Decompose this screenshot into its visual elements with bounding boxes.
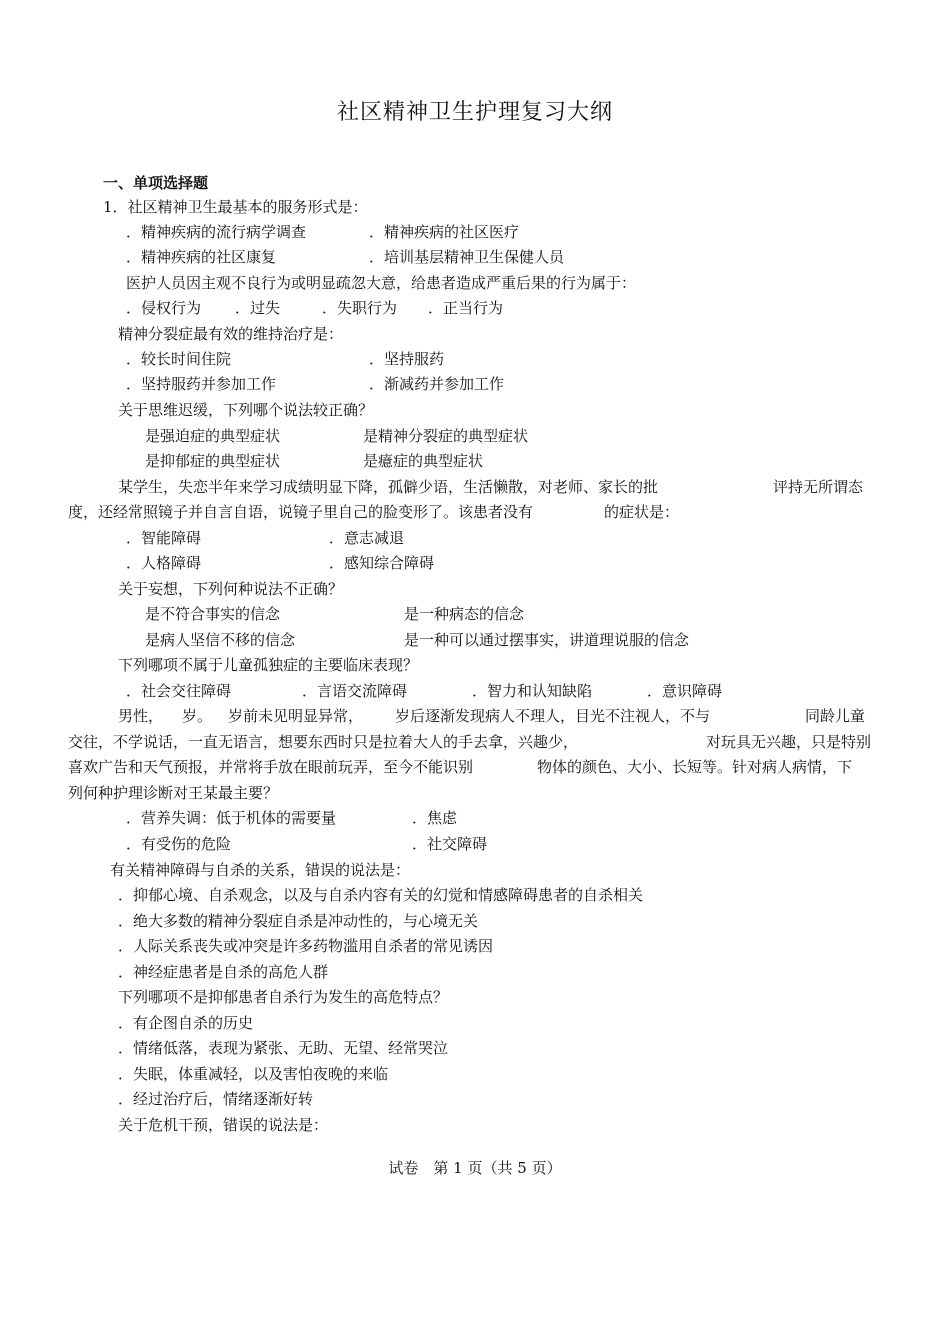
question-text: 关于危机干预，错误的说法是： [118, 1116, 329, 1134]
document-title: 社区精神卫生护理复习大纲 [336, 100, 613, 125]
question-text: 关于妄想，下列何种说法不正确？ [118, 580, 344, 598]
question-text: 男性， [118, 707, 164, 725]
question-text: 1．社区精神卫生最基本的服务形式是： [103, 198, 368, 216]
question-text: 岁。 [182, 707, 213, 725]
question-text: 岁前未见明显异常， [228, 707, 364, 725]
question-text: 下列哪项不属于儿童孤独症的主要临床表现？ [118, 656, 419, 674]
question-text: 医护人员因主观不良行为或明显疏忽大意，给患者造成严重后果的行为属于： [126, 274, 637, 292]
option-text: ．较长时间住院 [126, 350, 232, 368]
option-text: 是抑郁症的典型症状 [145, 452, 281, 470]
option-text: ．有受伤的危险 [126, 835, 232, 853]
option-text: ．感知综合障碍 [329, 554, 435, 572]
option-text: ．培训基层精神卫生保健人员 [369, 248, 565, 266]
option-text: ．正当行为 [428, 299, 504, 317]
question-text: 精神分裂症最有效的维持治疗是： [118, 325, 344, 343]
option-text: ．经过治疗后，情绪逐渐好转 [118, 1090, 314, 1108]
option-text: ．社交障碍 [412, 835, 488, 853]
option-text: ．侵权行为 [126, 299, 202, 317]
option-text: ．意识障碍 [647, 682, 723, 700]
option-text: ．营养失调：低于机体的需要量 [126, 809, 337, 827]
section-heading: 一、单项选择题 [103, 174, 209, 192]
option-text: 是癔症的典型症状 [363, 452, 484, 470]
option-text: ．智能障碍 [126, 529, 202, 547]
option-text: ．失眠，体重减轻，以及害怕夜晚的来临 [118, 1065, 389, 1083]
option-text: 是精神分裂症的典型症状 [363, 427, 529, 445]
option-text: ．智力和认知缺陷 [472, 682, 593, 700]
option-text: ．过失 [235, 299, 281, 317]
option-text: ．人格障碍 [126, 554, 202, 572]
option-text: ．渐减药并参加工作 [369, 375, 505, 393]
question-text: 同龄儿童 [805, 707, 866, 725]
option-text: ．失职行为 [322, 299, 398, 317]
question-text: 岁后逐渐发现病人不理人，目光不注视人，不与 [395, 707, 711, 725]
option-text: ．精神疾病的流行病学调查 [126, 223, 307, 241]
option-text: ．坚持服药 [369, 350, 445, 368]
question-text: 交往，不学说话，一直无语言，想要东西时只是拉着大人的手去拿，兴趣少， [68, 733, 579, 751]
question-text: 的症状是： [604, 503, 680, 521]
option-text: ．情绪低落，表现为紧张、无助、无望、经常哭泣 [118, 1039, 449, 1057]
option-text: ．精神疾病的社区医疗 [369, 223, 520, 241]
option-text: 是强迫症的典型症状 [145, 427, 281, 445]
question-text: 有关精神障碍与自杀的关系，错误的说法是： [110, 861, 411, 879]
question-text: 某学生，失恋半年来学习成绩明显下降，孤僻少语，生活懒散，对老师、家长的批 [118, 478, 659, 496]
option-text: ．人际关系丧失或冲突是许多药物滥用自杀者的常见诱因 [118, 937, 494, 955]
question-text: 列何种护理诊断对王某最主要？ [68, 784, 279, 802]
page-footer: 试卷 第 1 页（共 5 页） [388, 1159, 562, 1177]
option-text: ．抑郁心境、自杀观念，以及与自杀内容有关的幻觉和情感障碍患者的自杀相关 [118, 886, 644, 904]
option-text: 是不符合事实的信念 [145, 605, 281, 623]
option-text: ．有企图自杀的历史 [118, 1014, 254, 1032]
question-text: 喜欢广告和天气预报，并常将手放在眼前玩弄，至今不能识别 [68, 758, 474, 776]
option-text: ．社会交往障碍 [126, 682, 232, 700]
question-text: 关于思维迟缓，下列哪个说法较正确？ [118, 401, 374, 419]
option-text: ．精神疾病的社区康复 [126, 248, 277, 266]
option-text: 是一种病态的信念 [404, 605, 525, 623]
question-text: 度，还经常照镜子并自言自语，说镜子里自己的脸变形了。该患者没有 [68, 503, 534, 521]
option-text: ．坚持服药并参加工作 [126, 375, 277, 393]
option-text: ．焦虑 [412, 809, 458, 827]
option-text: ．绝大多数的精神分裂症自杀是冲动性的，与心境无关 [118, 912, 479, 930]
option-text: 是一种可以通过摆事实，讲道理说服的信念 [404, 631, 690, 649]
option-text: 是病人坚信不移的信念 [145, 631, 296, 649]
option-text: ．神经症患者是自杀的高危人群 [118, 963, 329, 981]
question-text: 对玩具无兴趣，只是特别 [706, 733, 872, 751]
question-text: 下列哪项不是抑郁患者自杀行为发生的高危特点？ [118, 988, 449, 1006]
question-text: 评持无所谓态 [773, 478, 864, 496]
option-text: ．意志减退 [329, 529, 405, 547]
question-text: 物体的颜色、大小、长短等。针对病人病情，下 [537, 758, 853, 776]
option-text: ．言语交流障碍 [302, 682, 408, 700]
